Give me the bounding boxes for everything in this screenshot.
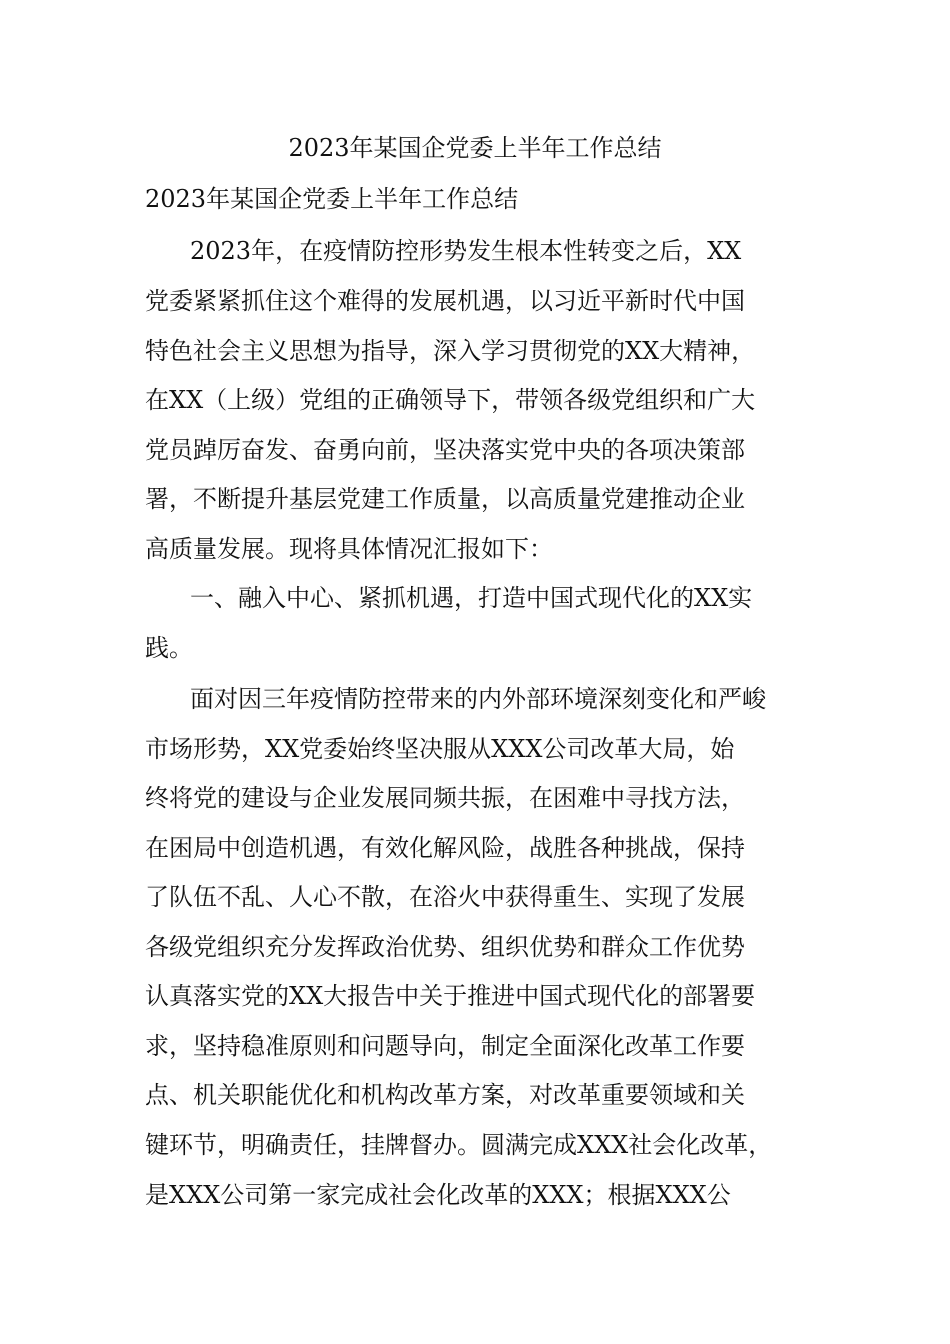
section-heading-continued: 践。 (145, 634, 193, 662)
paragraph-line: 了队伍不乱、人心不散，在浴火中获得重生、实现了发展 (145, 883, 745, 911)
paragraph-line: 党员踔厉奋发、奋勇向前，坚决落实党中央的各项决策部 (145, 436, 745, 464)
paragraph-line: 在XX（上级）党组的正确领导下，带领各级党组织和广大 (145, 386, 756, 414)
paragraph-line: 求，坚持稳准原则和问题导向，制定全面深化改革工作要 (145, 1032, 745, 1060)
paragraph-line: 市场形势，XX党委始终坚决服从XXX公司改革大局，始 (145, 735, 735, 763)
paragraph-line: 2023年，在疫情防控形势发生根本性转变之后，XX (190, 237, 742, 265)
paragraph-line: 署，不断提升基层党建工作质量，以高质量党建推动企业 (145, 485, 745, 513)
section-heading: 一、融入中心、紧抓机遇，打造中国式现代化的XX实 (190, 584, 753, 612)
paragraph-line: 党委紧紧抓住这个难得的发展机遇，以习近平新时代中国 (145, 287, 745, 315)
paragraph-line: 各级党组织充分发挥政治优势、组织优势和群众工作优势 (145, 933, 745, 961)
paragraph-line: 高质量发展。现将具体情况汇报如下： (145, 535, 553, 563)
paragraph-line: 是XXX公司第一家完成社会化改革的XXX；根据XXX公 (145, 1181, 731, 1209)
paragraph-line: 面对因三年疫情防控带来的内外部环境深刻变化和严峻 (190, 685, 766, 713)
document-title: 2023年某国企党委上半年工作总结 (288, 134, 662, 162)
paragraph-line: 键环节，明确责任，挂牌督办。圆满完成XXX社会化改革， (145, 1131, 773, 1159)
paragraph-line: 点、机关职能优化和机构改革方案，对改革重要领域和关 (145, 1081, 745, 1109)
paragraph-line: 认真落实党的XX大报告中关于推进中国式现代化的部署要 (145, 982, 756, 1010)
paragraph-line: 特色社会主义思想为指导，深入学习贯彻党的XX大精神， (145, 337, 756, 365)
paragraph-line: 在困局中创造机遇，有效化解风险，战胜各种挑战，保持 (145, 834, 745, 862)
paragraph-line: 终将党的建设与企业发展同频共振，在困难中寻找方法， (145, 784, 745, 812)
document-subtitle: 2023年某国企党委上半年工作总结 (145, 185, 519, 213)
